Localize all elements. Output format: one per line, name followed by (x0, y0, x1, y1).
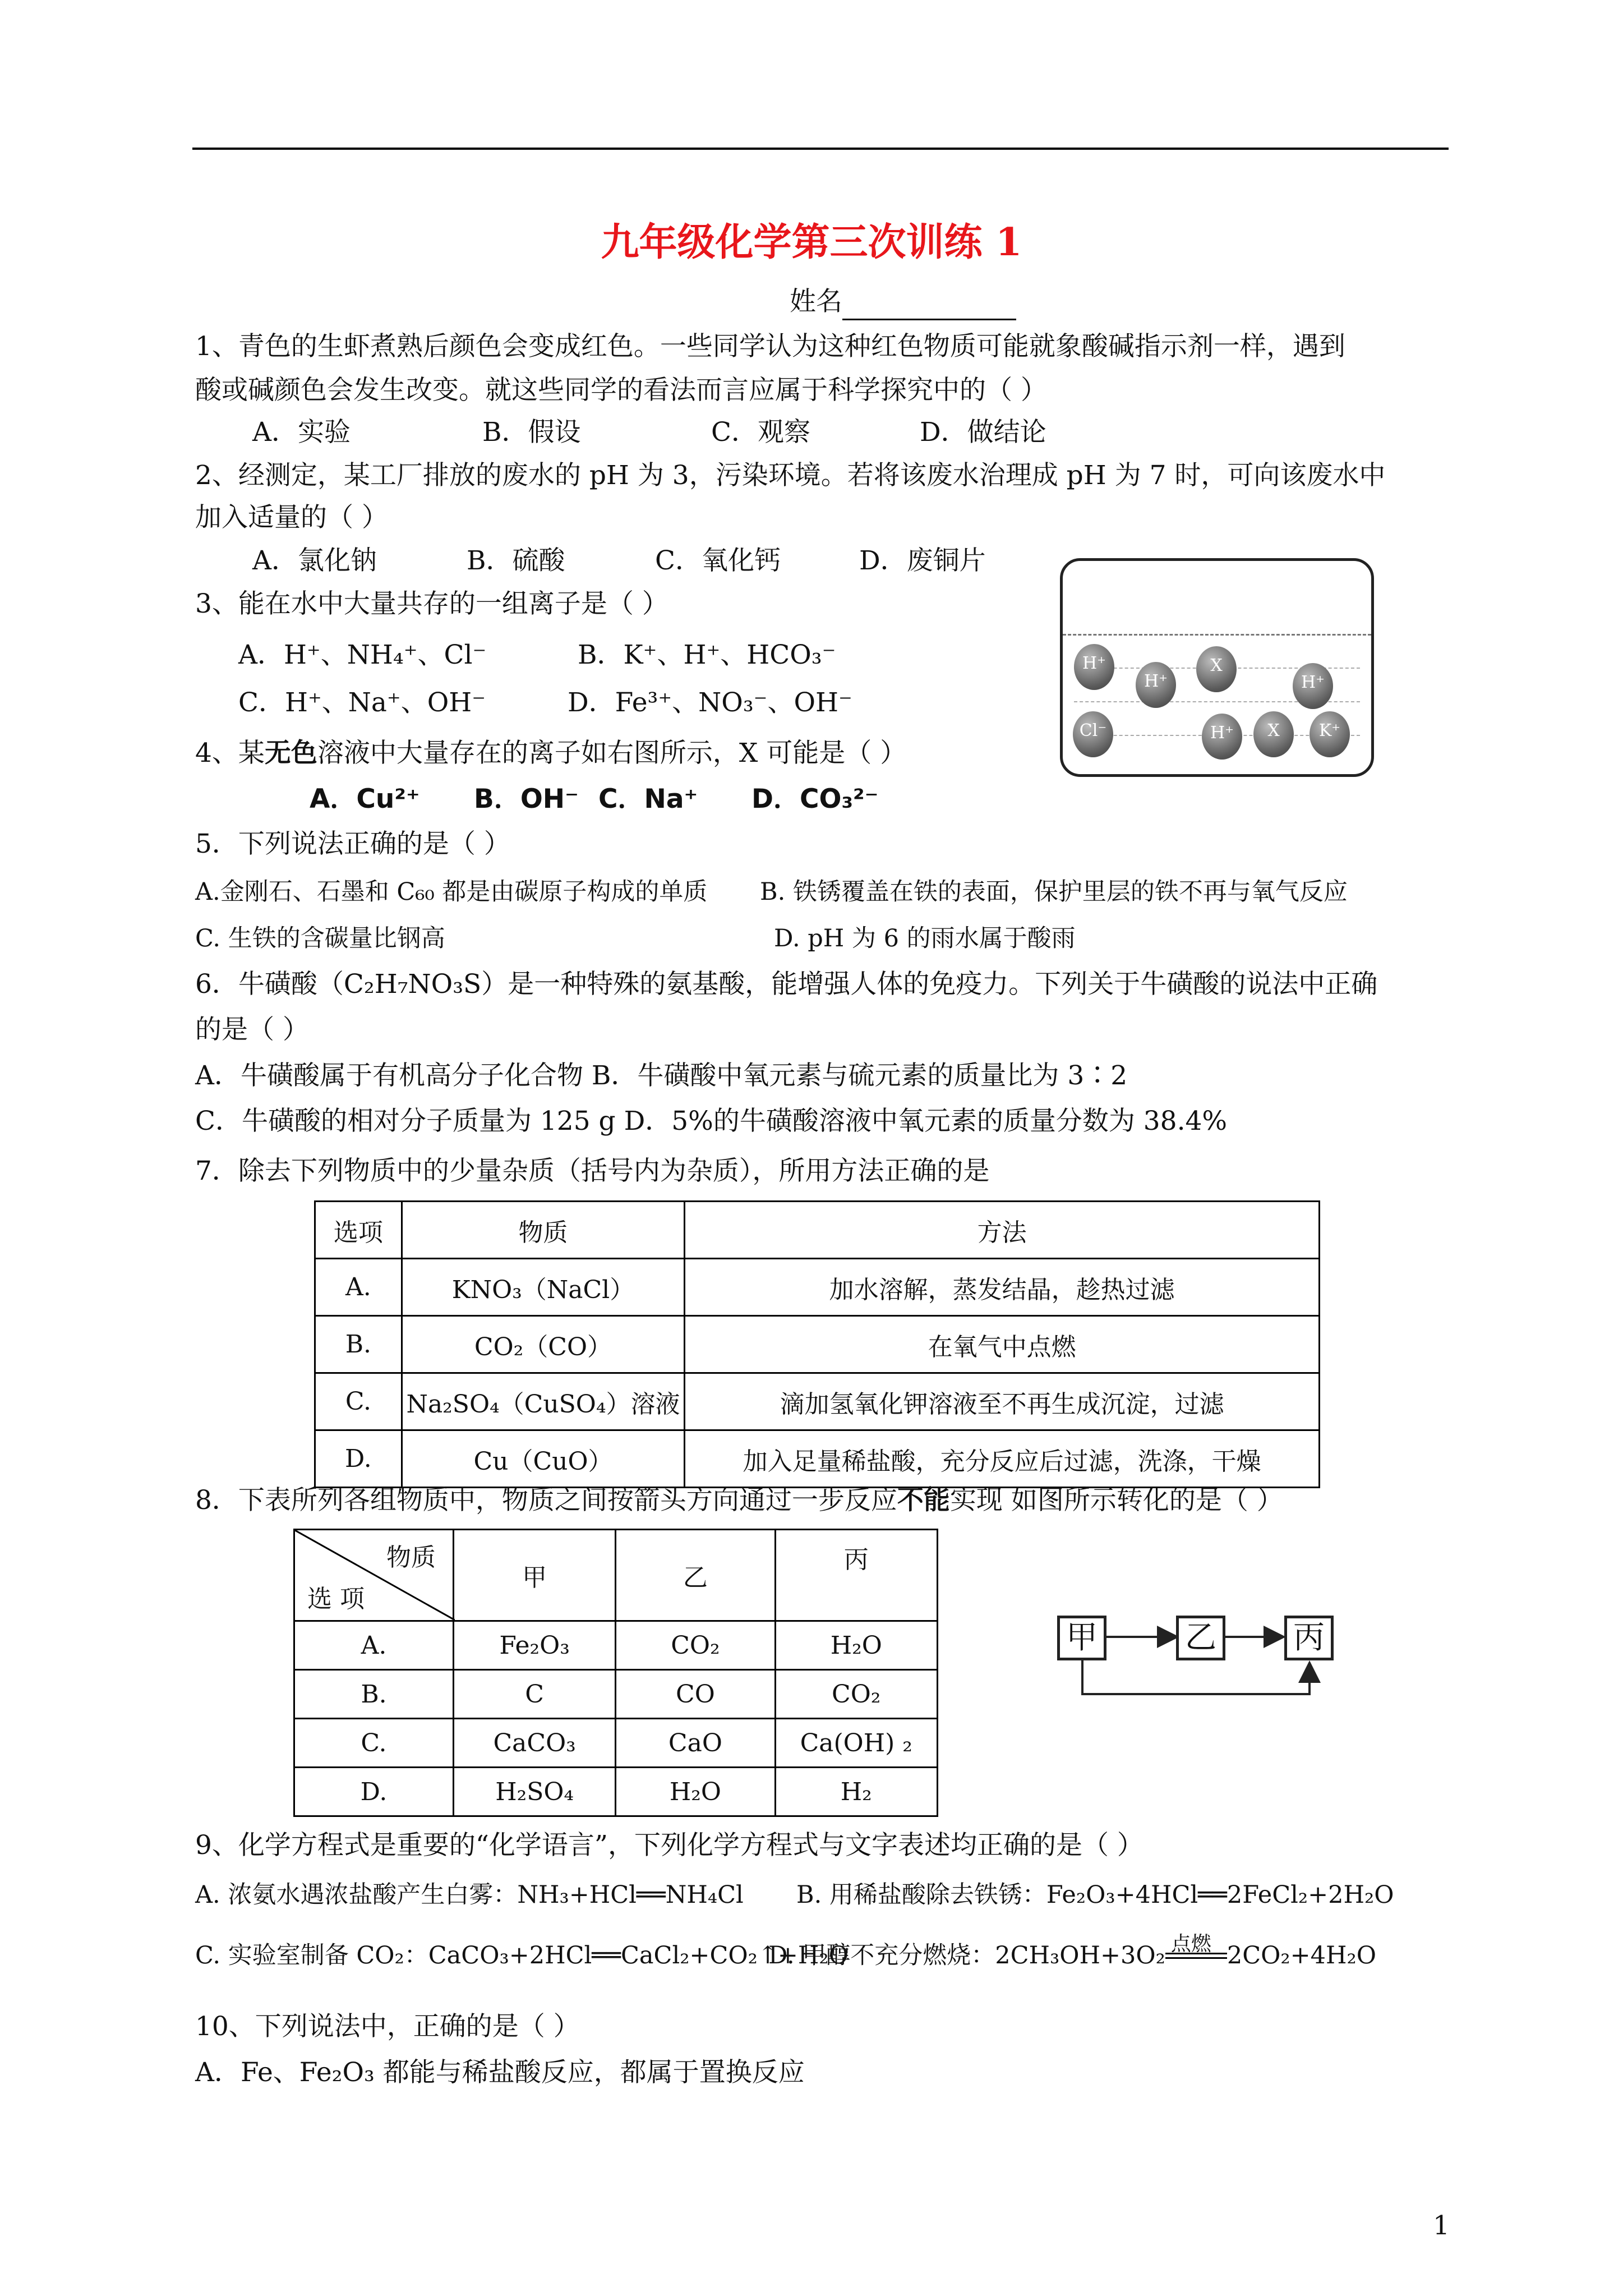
q7-table (314, 1200, 1320, 1488)
q6-line1: 6．牛磺酸（C₂H₇NO₃S）是一种特殊的氨基酸，能增强人体的免疫力。下列关于牛磺酸的说法中正确 (195, 969, 1378, 1000)
q2-option-a: A．氯化钠 (252, 545, 377, 576)
substance-cell: C (453, 1670, 615, 1719)
q2-line2: 加入适量的（ ） (195, 502, 388, 533)
substance-cell: KNO₃（NaCl） (402, 1259, 684, 1316)
q1-option-c: C．观察 (711, 417, 810, 448)
flow-box-bing: 丙 (1284, 1616, 1334, 1660)
ion-x: X (1196, 646, 1237, 692)
table-row (294, 1768, 938, 1816)
q5-option-c: C. 生铁的含碳量比钢高 (195, 924, 445, 953)
ion-h-plus: H⁺ (1202, 714, 1242, 760)
method-cell: 滴加氢氧化钾溶液至不再生成沉淀，过滤 (685, 1373, 1320, 1430)
ion-k-plus: K⁺ (1310, 711, 1350, 757)
method-cell: 在氧气中点燃 (685, 1316, 1320, 1373)
option-cell: B. (294, 1670, 454, 1719)
q1-option-b: B．假设 (482, 417, 581, 448)
ion-cl-minus: Cl⁻ (1073, 711, 1113, 757)
substance-cell: Cu（CuO） (402, 1430, 684, 1488)
q2-line1: 2、经测定，某工厂排放的废水的 pH 为 3，污染环境。若将该废水治理成 pH 为 7 时，可向该废水中 (195, 460, 1386, 491)
ion-solution-diagram (1060, 558, 1374, 777)
ion-h-plus: H⁺ (1136, 662, 1176, 708)
header-cell: 方法 (685, 1202, 1320, 1259)
q1-option-d: D．做结论 (920, 417, 1046, 448)
corner-label-top: 物质 (386, 1543, 436, 1572)
q4-option-c: C．Na⁺ (598, 784, 698, 815)
substance-cell: H₂O (616, 1768, 775, 1816)
method-cell: 加入足量稀盐酸，充分反应后过滤，洗涤，干燥 (685, 1430, 1320, 1488)
corner-label-bottom: 选 项 (307, 1585, 365, 1613)
option-cell: C. (294, 1719, 454, 1768)
q9-stem: 9、化学方程式是重要的“化学语言”，下列化学方程式与文字表述均正确的是（ ） (195, 1830, 1144, 1861)
q5-option-a: A.金刚石、石墨和 C₆₀ 都是由碳原子构成的单质 (195, 878, 708, 906)
q9-option-c: C. 实验室制备 CO₂：CaCO₃+2HCl══CaCl₂+CO₂↑+H₂O (195, 1941, 849, 1970)
substance-cell: CaO (616, 1719, 775, 1768)
option-cell: A. (315, 1259, 402, 1316)
table-row (315, 1373, 1320, 1430)
page-title: 九年级化学第三次训练 1 (601, 220, 1022, 265)
substance-cell: H₂SO₄ (453, 1768, 615, 1816)
name-label: 姓名 (790, 286, 842, 317)
table-row (315, 1316, 1320, 1373)
flow-box-yi: 乙 (1176, 1616, 1225, 1660)
table-row (315, 1430, 1320, 1488)
table-row (315, 1259, 1320, 1316)
q1-option-a: A．实验 (252, 417, 351, 448)
q1-line1: 1、青色的生虾煮熟后颜色会变成红色。一些同学认为这种红色物质可能就象酸碱指示剂一样，遇到 (195, 331, 1345, 362)
q3-option-c: C．H⁺、Na⁺、OH⁻ (238, 687, 486, 718)
option-cell: D. (315, 1430, 402, 1488)
substance-cell: CO₂ (775, 1670, 938, 1719)
q8-stem-emphasis: 不能 (897, 1485, 950, 1516)
q3-option-b: B．K⁺、H⁺、HCO₃⁻ (578, 639, 836, 670)
top-rule (192, 148, 1449, 150)
table-row (294, 1670, 938, 1719)
name-blank[interactable] (842, 291, 1016, 320)
q5-option-b: B. 铁锈覆盖在铁的表面，保护里层的铁不再与氧气反应 (760, 878, 1348, 906)
q5-option-d: D. pH 为 6 的雨水属于酸雨 (774, 924, 1076, 953)
reaction-condition (1165, 1932, 1227, 1968)
substance-cell: CO (616, 1670, 775, 1719)
substance-cell: Ca(OH) ₂ (775, 1719, 938, 1768)
q6-line2: 的是（ ） (195, 1014, 309, 1045)
q3-stem: 3、能在水中大量共存的一组离子是（ ） (195, 588, 668, 619)
substance-cell: CaCO₃ (453, 1719, 615, 1768)
q4-stem-emphasis: 无色 (264, 738, 317, 769)
q4-stem: 4、某无色溶液中大量存在的离子如右图所示，X 可能是（ ） (195, 738, 907, 769)
header-cell: 乙 (616, 1530, 775, 1621)
header-cell: 选项 (315, 1202, 402, 1259)
q2-option-b: B．硫酸 (467, 545, 565, 576)
option-cell: A. (294, 1621, 454, 1670)
method-cell: 加水溶解，蒸发结晶，趁热过滤 (685, 1259, 1320, 1316)
q2-option-c: C．氧化钙 (655, 545, 781, 576)
name-field[interactable] (790, 283, 1016, 320)
q4-option-b: B．OH⁻ (474, 784, 579, 815)
q9-option-d: D. 甲醇不充分燃烧：2CH₃OH+3O₂ 点燃 2CO₂+4H₂O (768, 1937, 1376, 1974)
substance-cell: CO₂（CO） (402, 1316, 684, 1373)
table-header-row (294, 1530, 938, 1621)
diagonal-header-cell (294, 1530, 454, 1621)
table-row (294, 1621, 938, 1670)
condition-label: 点燃 (1170, 1932, 1211, 1955)
table-header-row (315, 1202, 1320, 1259)
ion-h-plus: H⁺ (1293, 663, 1333, 709)
substance-cell: H₂O (775, 1621, 938, 1670)
q8-table (293, 1529, 938, 1817)
q7-stem: 7．除去下列物质中的少量杂质（括号内为杂质），所用方法正确的是 (195, 1156, 990, 1186)
option-cell: B. (315, 1316, 402, 1373)
q5-stem: 5．下列说法正确的是（ ） (195, 829, 510, 859)
q9-option-a: A. 浓氨水遇浓盐酸产生白雾：NH₃+HCl══NH₄Cl (195, 1881, 744, 1909)
header-cell: 丙 (775, 1530, 938, 1621)
water-surface (1063, 634, 1371, 636)
ion-x: X (1253, 711, 1294, 757)
flow-box-jia: 甲 (1057, 1616, 1106, 1660)
q3-option-d: D．Fe³⁺、NO₃⁻、OH⁻ (568, 687, 852, 718)
page-number: 1 (1433, 2210, 1450, 2241)
q4-option-a: A．Cu²⁺ (310, 784, 420, 815)
table-row (294, 1719, 938, 1768)
header-cell: 甲 (453, 1530, 615, 1621)
q6-options-ab: A．牛磺酸属于有机高分子化合物 B．牛磺酸中氧元素与硫元素的质量比为 3∶2 (195, 1060, 1128, 1091)
substance-cell: Na₂SO₄（CuSO₄）溶液 (402, 1373, 684, 1430)
q6-options-cd: C．牛磺酸的相对分子质量为 125 g D．5%的牛磺酸溶液中氧元素的质量分数为 38.4% (195, 1106, 1228, 1137)
conversion-flow-diagram (1057, 1604, 1338, 1717)
q8-stem: 8．下表所列各组物质中，物质之间按箭头方向通过一步反应不能实现 如图所示转化的是（ ） (195, 1485, 1283, 1516)
ion-h-plus: H⁺ (1074, 644, 1114, 690)
substance-cell: H₂ (775, 1768, 938, 1816)
q2-option-d: D．废铜片 (859, 545, 986, 576)
substance-cell: Fe₂O₃ (453, 1621, 615, 1670)
q1-line2: 酸或碱颜色会发生改变。就这些同学的看法而言应属于科学探究中的（ ） (195, 375, 1047, 406)
substance-cell: CO₂ (616, 1621, 775, 1670)
q10-stem: 10、下列说法中，正确的是（ ） (195, 2011, 580, 2042)
q9-option-b: B. 用稀盐酸除去铁锈：Fe₂O₃+4HCl══2FeCl₂+2H₂O (796, 1881, 1394, 1909)
q3-option-a: A．H⁺、NH₄⁺、Cl⁻ (238, 639, 487, 670)
option-cell: C. (315, 1373, 402, 1430)
header-cell: 物质 (402, 1202, 684, 1259)
q10-option-a: A．Fe、Fe₂O₃ 都能与稀盐酸反应，都属于置换反应 (195, 2057, 805, 2088)
option-cell: D. (294, 1768, 454, 1816)
q4-option-d: D．CO₃²⁻ (751, 784, 879, 815)
